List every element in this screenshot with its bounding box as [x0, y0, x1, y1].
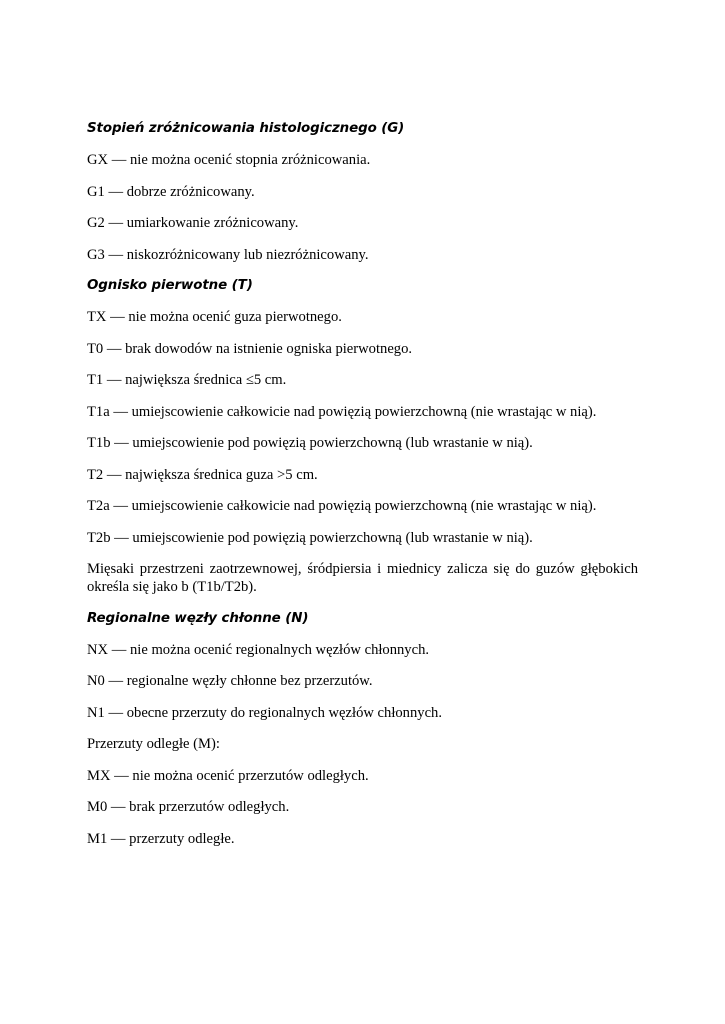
metastasis-item-mx: MX — nie można ocenić przerzutów odległych.	[87, 767, 369, 784]
metastasis-item-m1: M1 — przerzuty odległe.	[87, 830, 235, 847]
grade-item-gx: GX — nie można ocenić stopnia zróżnicowania.	[87, 152, 371, 168]
nodes-item-n1: N1 — obecne przerzuty do regionalnych węzłów chłonnych.	[87, 704, 442, 721]
heading-grade: Stopień zróżnicowania histologicznego (G)	[87, 121, 405, 136]
primary-item-t2: T2 — największa średnica guza >5 cm.	[87, 466, 318, 483]
grade-item-g2: G2 — umiarkowanie zróżnicowany.	[87, 215, 299, 231]
metastasis-item-m0: M0 — brak przerzutów odległych.	[87, 799, 290, 815]
primary-item-t0: T0 — brak dowodów na istnienie ogniska pierwotnego.	[87, 340, 413, 357]
heading-primary-tumor: Ognisko pierwotne (T)	[87, 278, 253, 293]
primary-item-t1: T1 — największa średnica ≤5 cm.	[87, 372, 287, 388]
primary-item-t1a: T1a — umiejscowienie całkowicie nad powięzią powierzchowną (nie wrastając w nią).	[87, 403, 597, 420]
primary-item-tx: TX — nie można ocenić guza pierwotnego.	[87, 309, 342, 325]
primary-note: Mięsaki przestrzeni zaotrzewnowej, śródpiersia i miednicy zalicza się do guzów głębokich określa się jako b (T1b/T2b).	[87, 561, 638, 595]
nodes-item-n0: N0 — regionalne węzły chłonne bez przerzutów.	[87, 673, 373, 689]
primary-item-t2b: T2b — umiejscowienie pod powięzią powierzchowną (lub wrastanie w nią).	[87, 529, 533, 546]
grade-item-g1: G1 — dobrze zróżnicowany.	[87, 183, 255, 200]
primary-item-t2a: T2a — umiejscowienie całkowicie nad powięzią powierzchowną (nie wrastając w nią).	[87, 498, 597, 514]
grade-item-g3: G3 — niskozróżnicowany lub niezróżnicowany.	[87, 246, 369, 263]
nodes-item-nx: NX — nie można ocenić regionalnych węzłów chłonnych.	[87, 641, 430, 658]
primary-item-t1b: T1b — umiejscowienie pod powięzią powierzchowną (lub wrastanie w nią).	[87, 435, 533, 451]
heading-regional-nodes: Regionalne węzły chłonne (N)	[87, 610, 309, 626]
metastasis-intro: Przerzuty odległe (M):	[87, 736, 220, 752]
document-content	[87, 120, 638, 861]
